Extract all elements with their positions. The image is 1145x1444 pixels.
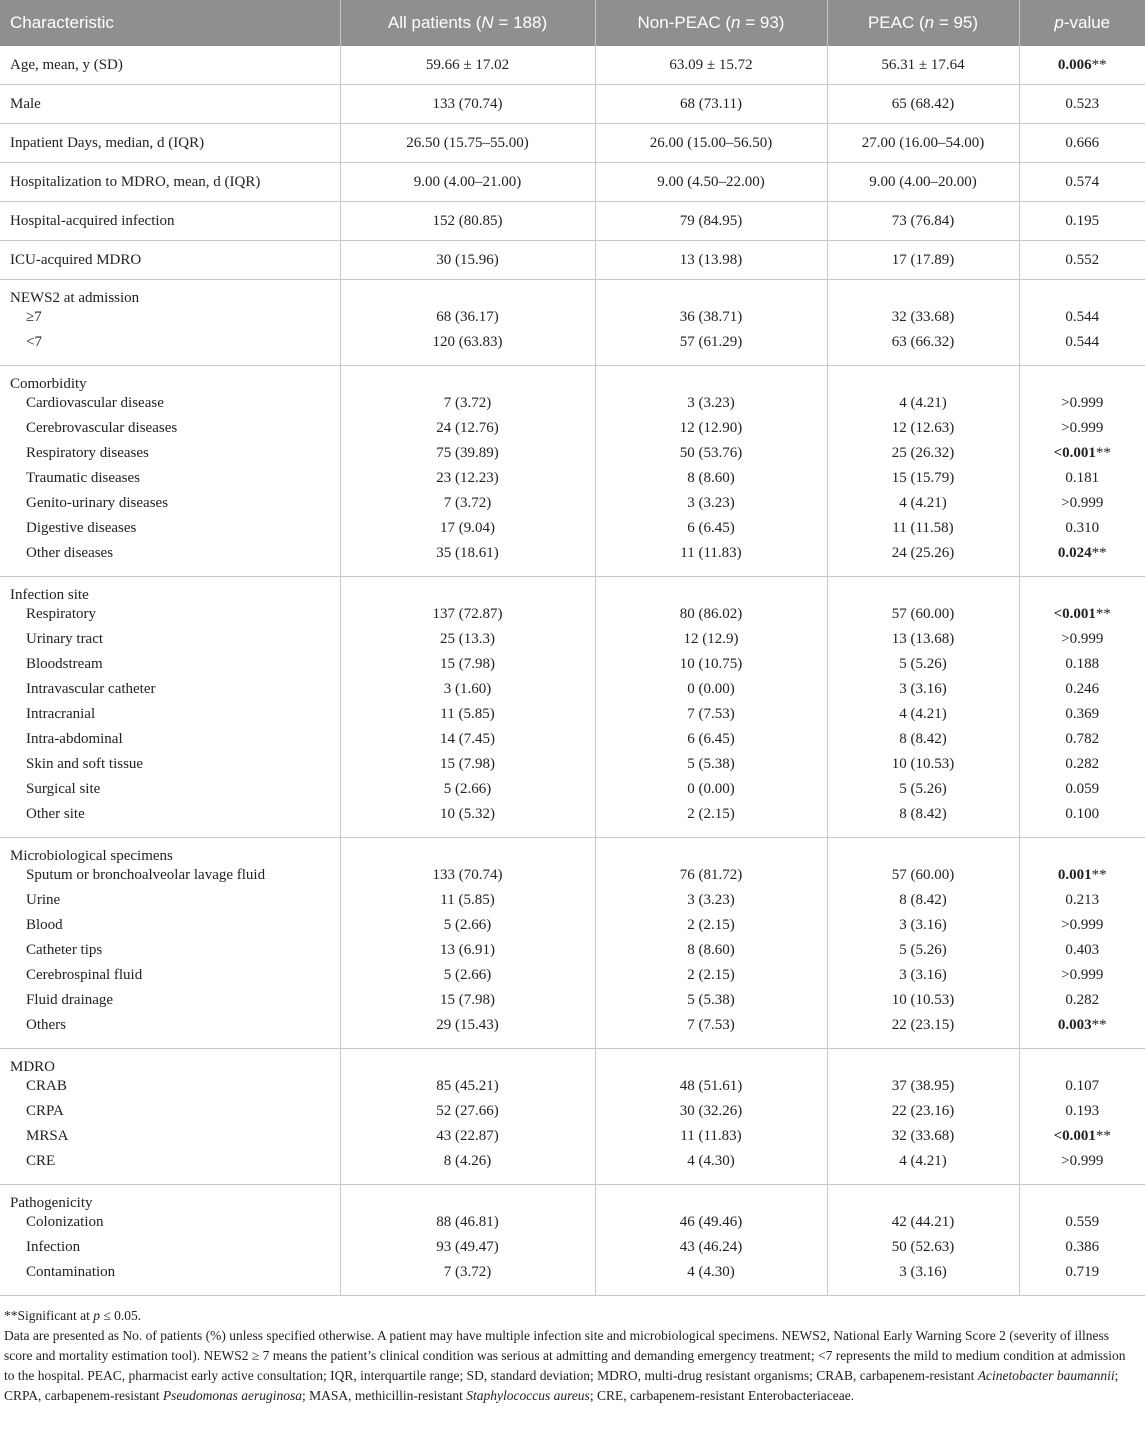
all-patients-cell: 133 (70.74) — [340, 867, 595, 892]
all-patients-cell: 15 (7.98) — [340, 992, 595, 1017]
table-row — [0, 892, 1145, 917]
p-value-cell: >0.999 — [1019, 395, 1145, 420]
table-row — [0, 867, 1145, 892]
non-peac-cell: 12 (12.90) — [595, 420, 827, 445]
header-all-patients: All patients (N = 188) — [340, 0, 595, 46]
row-label: Respiratory — [26, 606, 96, 622]
non-peac-cell: 63.09 ± 15.72 — [595, 46, 827, 85]
table-row — [0, 781, 1145, 806]
non-peac-cell: 30 (32.26) — [595, 1103, 827, 1128]
empty-cell — [340, 1049, 595, 1079]
peac-cell: 63 (66.32) — [827, 334, 1019, 366]
peac-cell: 8 (8.42) — [827, 892, 1019, 917]
group-title: Pathogenicity — [10, 1195, 93, 1211]
non-peac-cell: 79 (84.95) — [595, 202, 827, 241]
non-peac-cell: 50 (53.76) — [595, 445, 827, 470]
p-value-cell: 0.246 — [1019, 681, 1145, 706]
row-label: Urine — [26, 892, 61, 908]
p-value-cell: 0.403 — [1019, 942, 1145, 967]
non-peac-cell: 10 (10.75) — [595, 656, 827, 681]
significance-marker: ** — [1091, 56, 1107, 73]
significant-p-value: <0.001 — [1053, 606, 1096, 622]
p-value-cell: >0.999 — [1019, 420, 1145, 445]
non-peac-cell: 4 (4.30) — [595, 1264, 827, 1296]
table-row — [0, 163, 1145, 202]
table-row — [0, 1078, 1145, 1103]
row-label: CRE — [0, 1153, 340, 1185]
peac-cell: 57 (60.00) — [827, 606, 1019, 631]
row-label: Male — [0, 85, 340, 124]
significance-note: **Significant at p ≤ 0.05. — [4, 1308, 142, 1323]
non-peac-cell: 11 (11.83) — [595, 545, 827, 577]
row-label: Bloodstream — [26, 656, 103, 672]
row-label: Sputum or bronchoalveolar lavage fluid — [26, 867, 266, 883]
peac-cell: 4 (4.21) — [827, 1153, 1019, 1185]
all-patients-cell: 88 (46.81) — [340, 1214, 595, 1239]
all-patients-cell: 7 (3.72) — [340, 495, 595, 520]
all-patients-cell: 15 (7.98) — [340, 756, 595, 781]
p-value-cell: >0.999 — [1019, 917, 1145, 942]
all-patients-cell: 9.00 (4.00–21.00) — [340, 163, 595, 202]
row-label: CRPA — [26, 1103, 64, 1119]
all-patients-cell: 13 (6.91) — [340, 942, 595, 967]
table-row — [0, 470, 1145, 495]
peac-cell: 27.00 (16.00–54.00) — [827, 124, 1019, 163]
table-row — [0, 967, 1145, 992]
empty-cell — [595, 366, 827, 396]
table-row — [0, 942, 1145, 967]
peac-cell: 32 (33.68) — [827, 309, 1019, 334]
all-patients-cell: 26.50 (15.75–55.00) — [340, 124, 595, 163]
p-value-cell — [1019, 46, 1145, 85]
table-row — [0, 1153, 1145, 1185]
table-row — [0, 545, 1145, 577]
table-row — [0, 124, 1145, 163]
non-peac-cell: 2 (2.15) — [595, 806, 827, 838]
table-row — [0, 606, 1145, 631]
peac-cell: 4 (4.21) — [827, 395, 1019, 420]
p-value-cell — [1019, 445, 1145, 470]
p-value-cell: >0.999 — [1019, 1153, 1145, 1185]
empty-cell — [595, 1185, 827, 1215]
p-value-cell: 0.059 — [1019, 781, 1145, 806]
table-row — [0, 334, 1145, 366]
row-label: Blood — [26, 917, 63, 933]
peac-cell: 24 (25.26) — [827, 545, 1019, 577]
peac-cell: 5 (5.26) — [827, 656, 1019, 681]
row-label: <7 — [0, 334, 340, 366]
p-value-cell: 0.523 — [1019, 85, 1145, 124]
non-peac-cell: 2 (2.15) — [595, 917, 827, 942]
peac-cell: 22 (23.16) — [827, 1103, 1019, 1128]
peac-cell: 3 (3.16) — [827, 967, 1019, 992]
p-value-cell — [1019, 606, 1145, 631]
p-value-cell: 0.213 — [1019, 892, 1145, 917]
peac-cell: 8 (8.42) — [827, 806, 1019, 838]
p-value-cell: 0.666 — [1019, 124, 1145, 163]
row-label: Skin and soft tissue — [26, 756, 144, 772]
non-peac-cell: 11 (11.83) — [595, 1128, 827, 1153]
row-label: Cerebrospinal fluid — [26, 967, 143, 983]
empty-cell — [827, 577, 1019, 607]
p-value-cell: 0.310 — [1019, 520, 1145, 545]
empty-cell — [340, 366, 595, 396]
row-label: Other diseases — [0, 545, 340, 577]
all-patients-cell: 93 (49.47) — [340, 1239, 595, 1264]
table-row — [0, 992, 1145, 1017]
row-label: Other site — [0, 806, 340, 838]
p-value-cell: 0.188 — [1019, 656, 1145, 681]
p-value-cell: 0.574 — [1019, 163, 1145, 202]
peac-cell: 11 (11.58) — [827, 520, 1019, 545]
row-label: Intracranial — [26, 706, 96, 722]
p-value-cell: 0.181 — [1019, 470, 1145, 495]
p-value-cell: >0.999 — [1019, 631, 1145, 656]
all-patients-cell: 17 (9.04) — [340, 520, 595, 545]
non-peac-cell: 0 (0.00) — [595, 781, 827, 806]
row-label: Respiratory diseases — [26, 445, 149, 461]
peac-cell: 50 (52.63) — [827, 1239, 1019, 1264]
peac-cell: 5 (5.26) — [827, 942, 1019, 967]
peac-cell: 73 (76.84) — [827, 202, 1019, 241]
abbreviations-note: Data are presented as No. of patients (%) unless specified otherwise. A patient may have multiple infection site and microbiological specimens. NEWS2, National Early Warning Score 2 (severity of illness score and mortality estimation tool). NEWS2 ≥ 7 means the patient’s clinical condition was serious at admitting and demanding emergency treatment; <7 represents the mild to medium condition at admission to the hospital. PEAC, pharmacist early active consultation; IQR, interquartile range; SD, standard deviation; MDRO, multi-drug resistant organisms; CRAB, carbapenem-resistant Acinetobacter baumannii; CRPA, carbapenem-resistant Pseudomonas aeruginosa; MASA, methicillin-resistant Staphylococcus aureus; CRE, carbapenem-resistant Enterobacteriaceae. — [4, 1328, 1126, 1403]
all-patients-cell: 24 (12.76) — [340, 420, 595, 445]
non-peac-cell: 48 (51.61) — [595, 1078, 827, 1103]
significance-marker: ** — [1095, 445, 1111, 461]
group-title-row — [0, 1185, 1145, 1215]
peac-cell: 15 (15.79) — [827, 470, 1019, 495]
empty-cell — [827, 838, 1019, 868]
empty-cell — [340, 1185, 595, 1215]
non-peac-cell: 36 (38.71) — [595, 309, 827, 334]
all-patients-cell: 25 (13.3) — [340, 631, 595, 656]
all-patients-cell: 29 (15.43) — [340, 1017, 595, 1049]
non-peac-cell: 6 (6.45) — [595, 520, 827, 545]
non-peac-cell: 26.00 (15.00–56.50) — [595, 124, 827, 163]
empty-cell — [1019, 366, 1145, 396]
all-patients-cell: 59.66 ± 17.02 — [340, 46, 595, 85]
significance-marker: ** — [1095, 1128, 1111, 1144]
p-value-cell: 0.544 — [1019, 309, 1145, 334]
table-row — [0, 445, 1145, 470]
empty-cell — [340, 280, 595, 310]
row-label: Contamination — [0, 1264, 340, 1296]
all-patients-cell: 7 (3.72) — [340, 395, 595, 420]
group-title-row — [0, 1049, 1145, 1079]
group-title-row — [0, 366, 1145, 396]
row-label: Cardiovascular disease — [26, 395, 164, 411]
table-row — [0, 656, 1145, 681]
non-peac-cell: 5 (5.38) — [595, 992, 827, 1017]
all-patients-cell: 75 (39.89) — [340, 445, 595, 470]
significant-p-value: <0.001 — [1053, 445, 1096, 461]
row-label: Others — [0, 1017, 340, 1049]
row-label: CRAB — [26, 1078, 67, 1094]
peac-cell: 5 (5.26) — [827, 781, 1019, 806]
non-peac-cell: 3 (3.23) — [595, 495, 827, 520]
group-title: Infection site — [10, 587, 89, 603]
p-value-cell — [1019, 1017, 1145, 1049]
all-patients-cell: 14 (7.45) — [340, 731, 595, 756]
group-title-row — [0, 280, 1145, 310]
row-label: Urinary tract — [26, 631, 104, 647]
non-peac-cell: 8 (8.60) — [595, 942, 827, 967]
table-row — [0, 917, 1145, 942]
table-row — [0, 46, 1145, 85]
p-value-cell: >0.999 — [1019, 967, 1145, 992]
peac-cell: 3 (3.16) — [827, 1264, 1019, 1296]
row-label: ≥7 — [26, 309, 42, 325]
empty-cell — [595, 1049, 827, 1079]
table-row — [0, 1214, 1145, 1239]
peac-cell: 10 (10.53) — [827, 756, 1019, 781]
peac-cell: 8 (8.42) — [827, 731, 1019, 756]
row-label: Age, mean, y (SD) — [0, 46, 340, 85]
table-header-row — [0, 0, 1145, 46]
table-row — [0, 806, 1145, 838]
p-value-cell: >0.999 — [1019, 495, 1145, 520]
row-label: Cerebrovascular diseases — [26, 420, 178, 436]
group-title: MDRO — [10, 1059, 56, 1075]
non-peac-cell: 13 (13.98) — [595, 241, 827, 280]
table-row — [0, 1017, 1145, 1049]
all-patients-cell: 137 (72.87) — [340, 606, 595, 631]
all-patients-cell: 120 (63.83) — [340, 334, 595, 366]
table-row — [0, 1264, 1145, 1296]
row-label: Inpatient Days, median, d (IQR) — [0, 124, 340, 163]
table-row — [0, 1239, 1145, 1264]
row-label: Digestive diseases — [26, 520, 137, 536]
all-patients-cell: 5 (2.66) — [340, 917, 595, 942]
row-label: Intravascular catheter — [26, 681, 156, 697]
table-row — [0, 631, 1145, 656]
empty-cell — [595, 838, 827, 868]
non-peac-cell: 57 (61.29) — [595, 334, 827, 366]
peac-cell: 10 (10.53) — [827, 992, 1019, 1017]
p-value-cell: 0.559 — [1019, 1214, 1145, 1239]
significant-p-value: 0.024 — [1057, 545, 1092, 561]
table-row — [0, 495, 1145, 520]
table-row — [0, 1128, 1145, 1153]
header-non-peac: Non-PEAC (n = 93) — [595, 0, 827, 46]
non-peac-cell: 9.00 (4.50–22.00) — [595, 163, 827, 202]
non-peac-cell: 68 (73.11) — [595, 85, 827, 124]
empty-cell — [827, 280, 1019, 310]
row-label: MRSA — [26, 1128, 69, 1144]
row-label: Hospitalization to MDRO, mean, d (IQR) — [0, 163, 340, 202]
significant-p-value: 0.003 — [1057, 1017, 1092, 1033]
table-row — [0, 756, 1145, 781]
empty-cell — [827, 1185, 1019, 1215]
non-peac-cell: 8 (8.60) — [595, 470, 827, 495]
all-patients-cell: 10 (5.32) — [340, 806, 595, 838]
peac-cell: 13 (13.68) — [827, 631, 1019, 656]
p-value-cell: 0.369 — [1019, 706, 1145, 731]
peac-cell: 25 (26.32) — [827, 445, 1019, 470]
non-peac-cell: 12 (12.9) — [595, 631, 827, 656]
p-value-cell: 0.386 — [1019, 1239, 1145, 1264]
empty-cell — [1019, 280, 1145, 310]
significance-marker: ** — [1091, 867, 1107, 883]
empty-cell — [827, 366, 1019, 396]
significant-p-value: 0.001 — [1057, 867, 1092, 883]
non-peac-cell: 2 (2.15) — [595, 967, 827, 992]
peac-cell: 3 (3.16) — [827, 917, 1019, 942]
all-patients-cell: 52 (27.66) — [340, 1103, 595, 1128]
empty-cell — [1019, 1185, 1145, 1215]
all-patients-cell: 23 (12.23) — [340, 470, 595, 495]
p-value-cell: 0.195 — [1019, 202, 1145, 241]
header-p-value: p-value — [1019, 0, 1145, 46]
row-label: Intra-abdominal — [26, 731, 123, 747]
all-patients-cell: 85 (45.21) — [340, 1078, 595, 1103]
non-peac-cell: 80 (86.02) — [595, 606, 827, 631]
all-patients-cell: 133 (70.74) — [340, 85, 595, 124]
all-patients-cell: 8 (4.26) — [340, 1153, 595, 1185]
row-label: Infection — [26, 1239, 81, 1255]
table-row — [0, 241, 1145, 280]
p-value-cell: 0.552 — [1019, 241, 1145, 280]
all-patients-cell: 5 (2.66) — [340, 781, 595, 806]
all-patients-cell: 35 (18.61) — [340, 545, 595, 577]
row-label: Genito-urinary diseases — [26, 495, 169, 511]
peac-cell: 56.31 ± 17.64 — [827, 46, 1019, 85]
group-title: Comorbidity — [10, 376, 87, 392]
all-patients-cell: 30 (15.96) — [340, 241, 595, 280]
all-patients-cell: 7 (3.72) — [340, 1264, 595, 1296]
p-value-cell: 0.544 — [1019, 334, 1145, 366]
empty-cell — [340, 838, 595, 868]
row-label: Surgical site — [26, 781, 101, 797]
p-value-cell — [1019, 1128, 1145, 1153]
significance-marker: ** — [1091, 1017, 1107, 1033]
all-patients-cell: 3 (1.60) — [340, 681, 595, 706]
non-peac-cell: 7 (7.53) — [595, 1017, 827, 1049]
peac-cell: 65 (68.42) — [827, 85, 1019, 124]
significant-p-value: <0.001 — [1053, 1128, 1096, 1144]
all-patients-cell: 68 (36.17) — [340, 309, 595, 334]
peac-cell: 57 (60.00) — [827, 867, 1019, 892]
row-label: Hospital-acquired infection — [0, 202, 340, 241]
empty-cell — [595, 577, 827, 607]
p-value-cell: 0.107 — [1019, 1078, 1145, 1103]
all-patients-cell: 15 (7.98) — [340, 656, 595, 681]
non-peac-cell: 5 (5.38) — [595, 756, 827, 781]
non-peac-cell: 7 (7.53) — [595, 706, 827, 731]
peac-cell: 42 (44.21) — [827, 1214, 1019, 1239]
p-value-cell: 0.719 — [1019, 1264, 1145, 1296]
significance-marker: ** — [1091, 545, 1107, 561]
row-label: Traumatic diseases — [26, 470, 141, 486]
p-value-cell — [1019, 867, 1145, 892]
table-row — [0, 309, 1145, 334]
peac-cell: 9.00 (4.00–20.00) — [827, 163, 1019, 202]
table-row — [0, 731, 1145, 756]
empty-cell — [1019, 838, 1145, 868]
header-peac: PEAC (n = 95) — [827, 0, 1019, 46]
peac-cell: 4 (4.21) — [827, 706, 1019, 731]
peac-cell: 37 (38.95) — [827, 1078, 1019, 1103]
all-patients-cell: 11 (5.85) — [340, 892, 595, 917]
non-peac-cell: 43 (46.24) — [595, 1239, 827, 1264]
group-title-row — [0, 577, 1145, 607]
row-label: Catheter tips — [26, 942, 103, 958]
row-label: Colonization — [26, 1214, 104, 1230]
table-row — [0, 420, 1145, 445]
row-label: Fluid drainage — [26, 992, 114, 1008]
all-patients-cell: 43 (22.87) — [340, 1128, 595, 1153]
peac-cell: 12 (12.63) — [827, 420, 1019, 445]
significant-p-value: 0.006 — [1057, 56, 1092, 73]
non-peac-cell: 3 (3.23) — [595, 892, 827, 917]
empty-cell — [1019, 577, 1145, 607]
p-value-cell: 0.100 — [1019, 806, 1145, 838]
non-peac-cell: 76 (81.72) — [595, 867, 827, 892]
group-title: NEWS2 at admission — [10, 290, 140, 306]
all-patients-cell: 11 (5.85) — [340, 706, 595, 731]
table-footnote — [0, 1296, 1145, 1406]
group-title: Microbiological specimens — [10, 848, 173, 864]
header-characteristic: Characteristic — [0, 0, 340, 46]
non-peac-cell: 4 (4.30) — [595, 1153, 827, 1185]
p-value-cell: 0.282 — [1019, 756, 1145, 781]
empty-cell — [340, 577, 595, 607]
table-row — [0, 520, 1145, 545]
non-peac-cell: 46 (49.46) — [595, 1214, 827, 1239]
p-value-cell — [1019, 545, 1145, 577]
table-row — [0, 85, 1145, 124]
p-value-cell: 0.782 — [1019, 731, 1145, 756]
peac-cell: 22 (23.15) — [827, 1017, 1019, 1049]
non-peac-cell: 0 (0.00) — [595, 681, 827, 706]
table-row — [0, 681, 1145, 706]
non-peac-cell: 3 (3.23) — [595, 395, 827, 420]
peac-cell: 3 (3.16) — [827, 681, 1019, 706]
empty-cell — [827, 1049, 1019, 1079]
p-value-cell: 0.282 — [1019, 992, 1145, 1017]
peac-cell: 32 (33.68) — [827, 1128, 1019, 1153]
all-patients-cell: 5 (2.66) — [340, 967, 595, 992]
peac-cell: 4 (4.21) — [827, 495, 1019, 520]
all-patients-cell: 152 (80.85) — [340, 202, 595, 241]
table-row — [0, 706, 1145, 731]
empty-cell — [1019, 1049, 1145, 1079]
table-row — [0, 395, 1145, 420]
table-body — [0, 46, 1145, 1296]
p-value-cell: 0.193 — [1019, 1103, 1145, 1128]
non-peac-cell: 6 (6.45) — [595, 731, 827, 756]
table-row — [0, 202, 1145, 241]
significance-marker: ** — [1095, 606, 1111, 622]
empty-cell — [595, 280, 827, 310]
peac-cell: 17 (17.89) — [827, 241, 1019, 280]
table-row — [0, 1103, 1145, 1128]
group-title-row — [0, 838, 1145, 868]
row-label: ICU-acquired MDRO — [0, 241, 340, 280]
